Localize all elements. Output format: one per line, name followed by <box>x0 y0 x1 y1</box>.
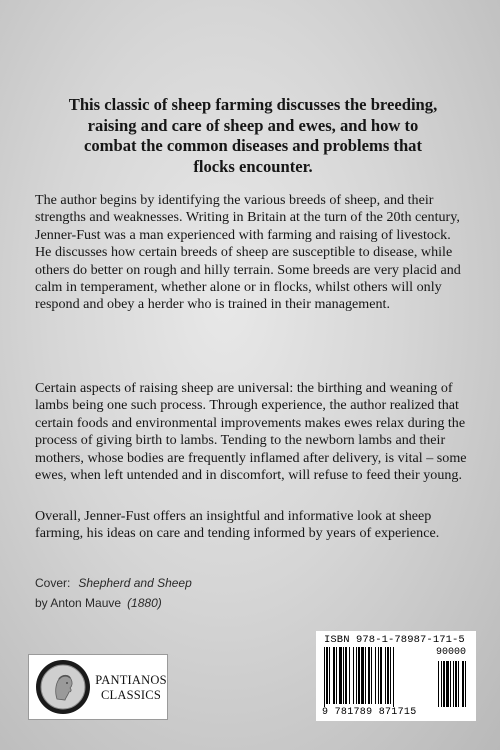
barcode-bar <box>365 647 366 704</box>
barcode-bar <box>326 647 328 704</box>
barcode-bar <box>336 647 337 704</box>
description-paragraph-2: Certain aspects of raising sheep are universal: the birthing and weaning of lambs being one such process. Through experience, the author realized that certain foods and environmental improvements makes ewes relax during the process of giving birth to lambs. Tending to the newborn lambs and their mothers, whose bodies are frequently inflamed after delivery, is vital – some ewes, when left untended and in discomfort, will refuse to feed their young. <box>35 380 467 484</box>
barcode-bar <box>380 647 382 704</box>
barcode-bar <box>387 647 389 704</box>
artist-name: by Anton Mauve <box>35 596 122 610</box>
barcode-bar <box>333 647 335 704</box>
publisher-line-1: PANTIANOS <box>95 673 167 687</box>
barcode-bar <box>349 647 350 704</box>
artist-credit-line <box>35 595 335 611</box>
barcode-bar <box>393 647 394 707</box>
barcode-addon-bar <box>450 661 451 707</box>
publisher-logo <box>28 654 168 720</box>
barcode-addon-bar <box>441 661 442 707</box>
barcode-bar <box>353 647 354 704</box>
isbn-barcode <box>316 631 476 721</box>
barcode-bar <box>343 647 344 704</box>
barcode-bar <box>339 647 342 704</box>
barcode-bar <box>329 647 330 704</box>
painting-title: Shepherd and Sheep <box>78 576 192 590</box>
coin-portrait-icon <box>35 659 91 715</box>
isbn-label: ISBN 978-1-78987-171-5 <box>324 634 465 646</box>
barcode-bar <box>378 647 379 704</box>
barcode-addon-bar <box>443 661 445 707</box>
barcode-bar <box>390 647 391 704</box>
barcode-digits: 9 781789 871715 <box>322 707 417 718</box>
description-paragraph-3: Overall, Jenner-Fust offers an insightful and informative look at sheep farming, his ideas on care and tending informed by years of experience. <box>35 508 440 542</box>
barcode-addon-bar <box>446 661 449 707</box>
barcode-bar <box>324 647 325 707</box>
barcode-bar <box>375 647 376 704</box>
barcode-bar <box>345 647 347 704</box>
cover-credit-line <box>35 575 335 591</box>
barcode-bar <box>358 647 360 704</box>
barcode-bar <box>361 647 364 704</box>
barcode-addon-bar <box>462 661 464 707</box>
price-code: 90000 <box>436 647 467 658</box>
barcode-addon-bar <box>438 661 439 707</box>
barcode-addon-bar <box>453 661 454 707</box>
painting-year: (1880) <box>127 596 162 610</box>
back-cover-blurb: This classic of sheep farming discusses the breeding, raising and care of sheep and ewes, and how to combat the common diseases and problems that flocks encounter. <box>68 95 438 176</box>
barcode-addon-bar <box>455 661 457 707</box>
publisher-name <box>95 673 167 703</box>
barcode-bar <box>371 647 372 704</box>
barcode-bar <box>356 647 357 704</box>
barcode-addon-bar <box>465 661 466 707</box>
description-paragraph-1: The author begins by identifying the various breeds of sheep, and their strengths and weaknesses. Writing in Britain at the turn of the 20th century, Jenner-Fust was a man experienced with farming and raising of livestock. He discusses how certain breeds of sheep are susceptible to disease, while others do better on rough and hilly terrain. Some breeds are very placid and calm in temperament, whether alone or in flocks, whilst others will only respond and obey a herder who is trained in their management. <box>35 192 461 313</box>
publisher-line-2: CLASSICS <box>101 688 161 702</box>
barcode-bar <box>385 647 386 704</box>
barcode-bar <box>368 647 370 704</box>
cover-label: Cover: <box>35 576 71 590</box>
barcode-addon-bar <box>458 661 459 707</box>
